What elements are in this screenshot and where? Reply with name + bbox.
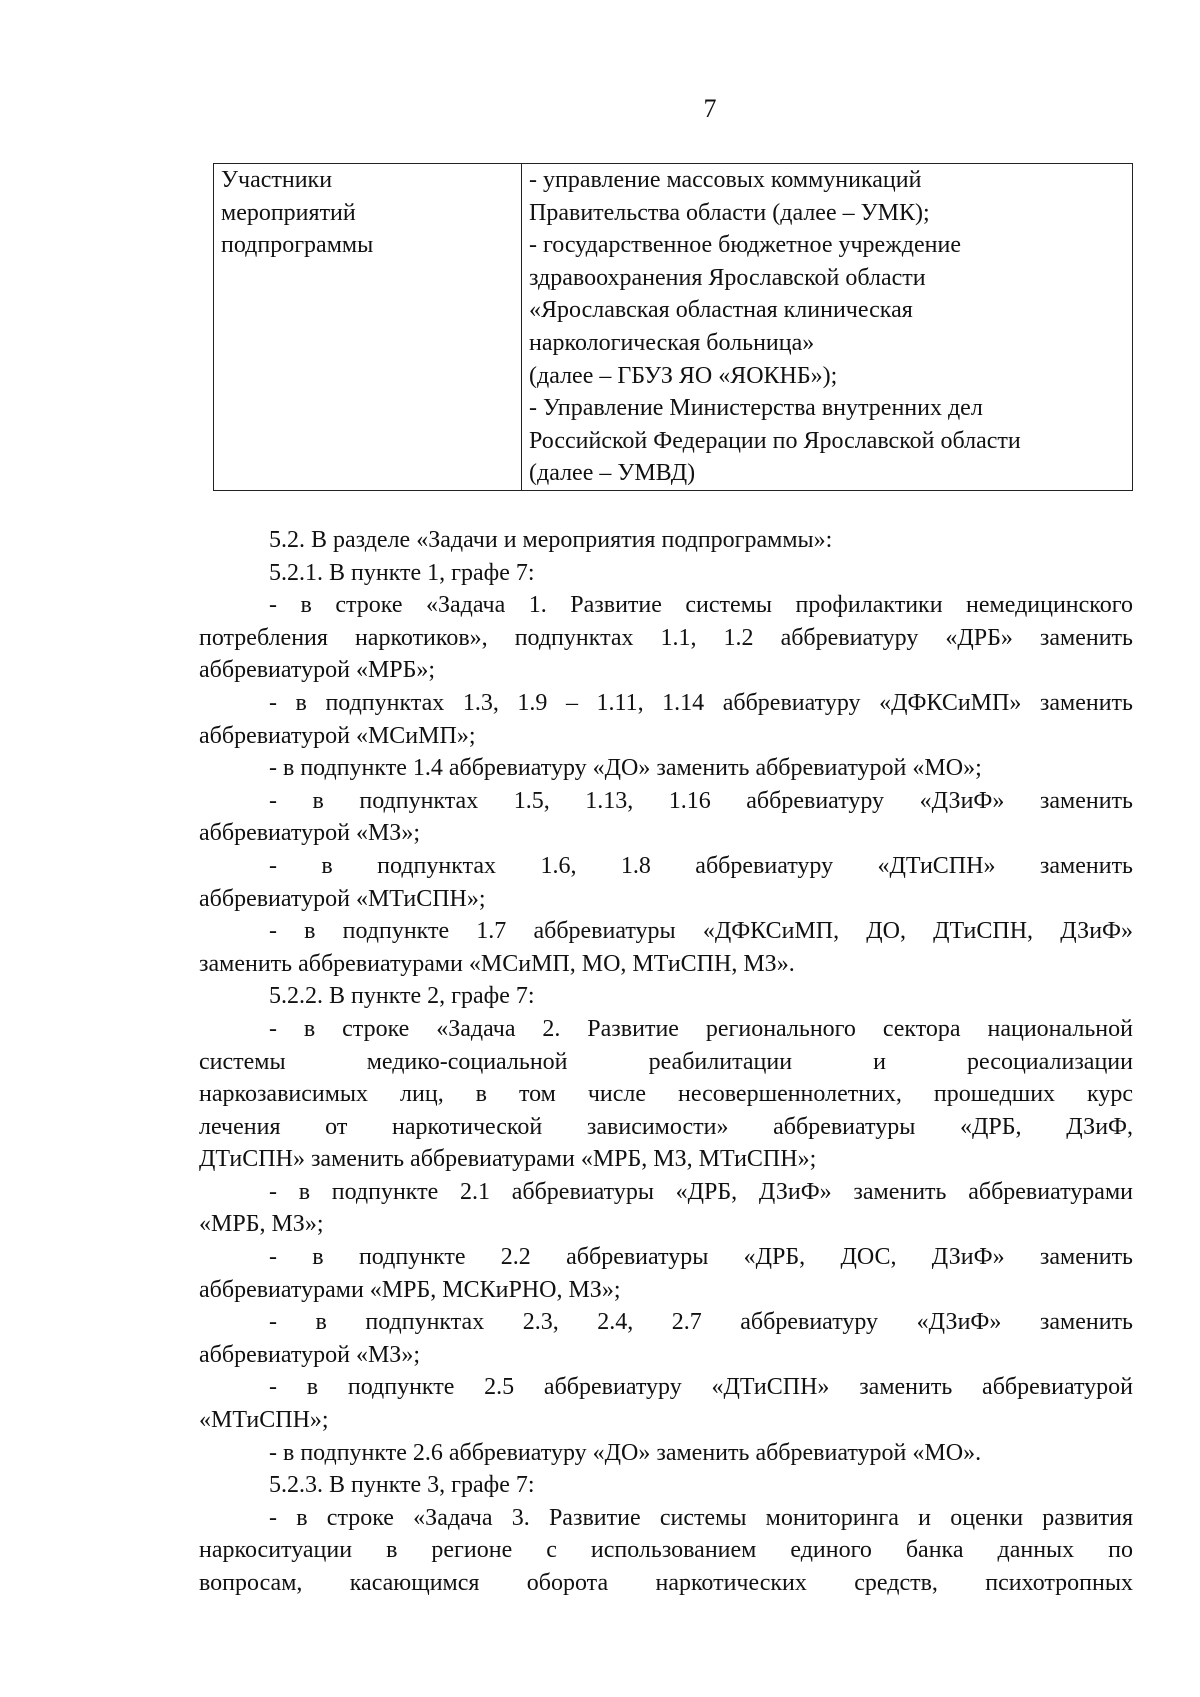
body-text-line: заменить аббревиатурами «МСиМП, МО, МТиСПН, МЗ». <box>199 950 795 977</box>
body-text-line: аббревиатурой «МСиМП»; <box>199 722 476 749</box>
body-text-line: аббревиатурой «МРБ»; <box>199 657 436 684</box>
body-text-line: 5.2. В разделе «Задачи и мероприятия подпрограммы»: <box>269 527 833 553</box>
table-row <box>214 164 1133 491</box>
table-value-line: - управление массовых коммуникаций <box>529 167 922 193</box>
body-text-line: аббревиатурой «МЗ»; <box>199 820 420 847</box>
table-value-line: (далее – ГБУЗ ЯО «ЯОКНБ»); <box>529 362 838 389</box>
body-text-line: наркозависимых лиц, в том числе несовершеннолетних, прошедших курс <box>199 1081 1133 1108</box>
table-value-cell <box>522 164 1133 491</box>
table-label-line: мероприятий <box>221 199 356 226</box>
body-text-line: ДТиСПН» заменить аббревиатурами «МРБ, МЗ, МТиСПН»; <box>199 1146 817 1173</box>
table-value-line: «Ярославская областная клиническая <box>529 297 913 324</box>
table-value-line: наркологическая больница» <box>529 329 815 356</box>
body-text-line: «МТиСПН»; <box>199 1407 329 1434</box>
body-text-line: потребления наркотиков», подпунктах 1.1, 1.2 аббревиатуру «ДРБ» заменить <box>199 624 1133 651</box>
body-text-line: 5.2.1. В пункте 1, графе 7: <box>269 559 535 586</box>
body-text-line: аббревиатурой «МЗ»; <box>199 1341 420 1368</box>
body-text-line: лечения от наркотической зависимости» аббревиатуры «ДРБ, ДЗиФ, <box>199 1113 1133 1140</box>
body-text-line: - в подпунктах 1.6, 1.8 аббревиатуру «ДТиСПН» заменить <box>269 852 1133 879</box>
body-text-line: - в подпункте 1.4 аббревиатуру «ДО» заменить аббревиатурой «МО»; <box>269 755 982 782</box>
body-text-line: - в подпункте 2.5 аббревиатуру «ДТиСПН» заменить аббревиатурой <box>269 1374 1133 1401</box>
table-value-line: здравоохранения Ярославской области <box>529 264 926 291</box>
body-text-line: - в подпункте 2.1 аббревиатуры «ДРБ, ДЗиФ» заменить аббревиатурами <box>269 1178 1133 1205</box>
page-number: 7 <box>703 94 717 123</box>
participants-table <box>213 163 1133 491</box>
body-text-line: вопросам, касающимся оборота наркотических средств, психотропных <box>199 1570 1133 1596</box>
table-label-line: подпрограммы <box>221 232 374 259</box>
body-text-line: - в подпунктах 2.3, 2.4, 2.7 аббревиатуру «ДЗиФ» заменить <box>269 1309 1133 1336</box>
table-label-cell <box>214 164 522 491</box>
body-text-line: наркоситуации в регионе с использованием единого банка данных по <box>199 1537 1133 1564</box>
table-value-line: - государственное бюджетное учреждение <box>529 232 961 259</box>
table-value-line: - Управление Министерства внутренних дел <box>529 395 983 422</box>
body-text-line: 5.2.3. В пункте 3, графе 7: <box>269 1472 535 1499</box>
table-value-line: Правительства области (далее – УМК); <box>529 199 930 226</box>
body-text-line: - в подпункте 2.2 аббревиатуры «ДРБ, ДОС, ДЗиФ» заменить <box>269 1244 1133 1271</box>
document-body <box>199 524 1133 1600</box>
body-text-line: 5.2.2. В пункте 2, графе 7: <box>269 983 535 1010</box>
body-text-line: аббревиатурами «МРБ, МСКиРНО, МЗ»; <box>199 1276 621 1303</box>
body-text-line: - в подпункте 2.6 аббревиатуру «ДО» заменить аббревиатурой «МО». <box>269 1439 982 1466</box>
body-text-line: - в строке «Задача 2. Развитие регионального сектора национальной <box>269 1015 1133 1042</box>
body-text-line: - в подпункте 1.7 аббревиатуры «ДФКСиМП, ДО, ДТиСПН, ДЗиФ» <box>269 918 1133 945</box>
table-label-line: Участники <box>221 167 333 193</box>
body-text-line: «МРБ, МЗ»; <box>199 1211 324 1238</box>
body-text-line: системы медико-социальной реабилитации и ресоциализации <box>199 1048 1133 1075</box>
body-text-line: - в подпунктах 1.3, 1.9 – 1.11, 1.14 аббревиатуру «ДФКСиМП» заменить <box>269 689 1133 716</box>
body-text-line: - в подпунктах 1.5, 1.13, 1.16 аббревиатуру «ДЗиФ» заменить <box>269 787 1133 814</box>
table-value-line: Российской Федерации по Ярославской области <box>529 427 1021 454</box>
body-text-line: аббревиатурой «МТиСПН»; <box>199 885 486 912</box>
table-value-line: (далее – УМВД) <box>529 460 696 487</box>
body-text-line: - в строке «Задача 3. Развитие системы мониторинга и оценки развития <box>269 1504 1133 1531</box>
body-text-line: - в строке «Задача 1. Развитие системы профилактики немедицинского <box>269 592 1133 619</box>
